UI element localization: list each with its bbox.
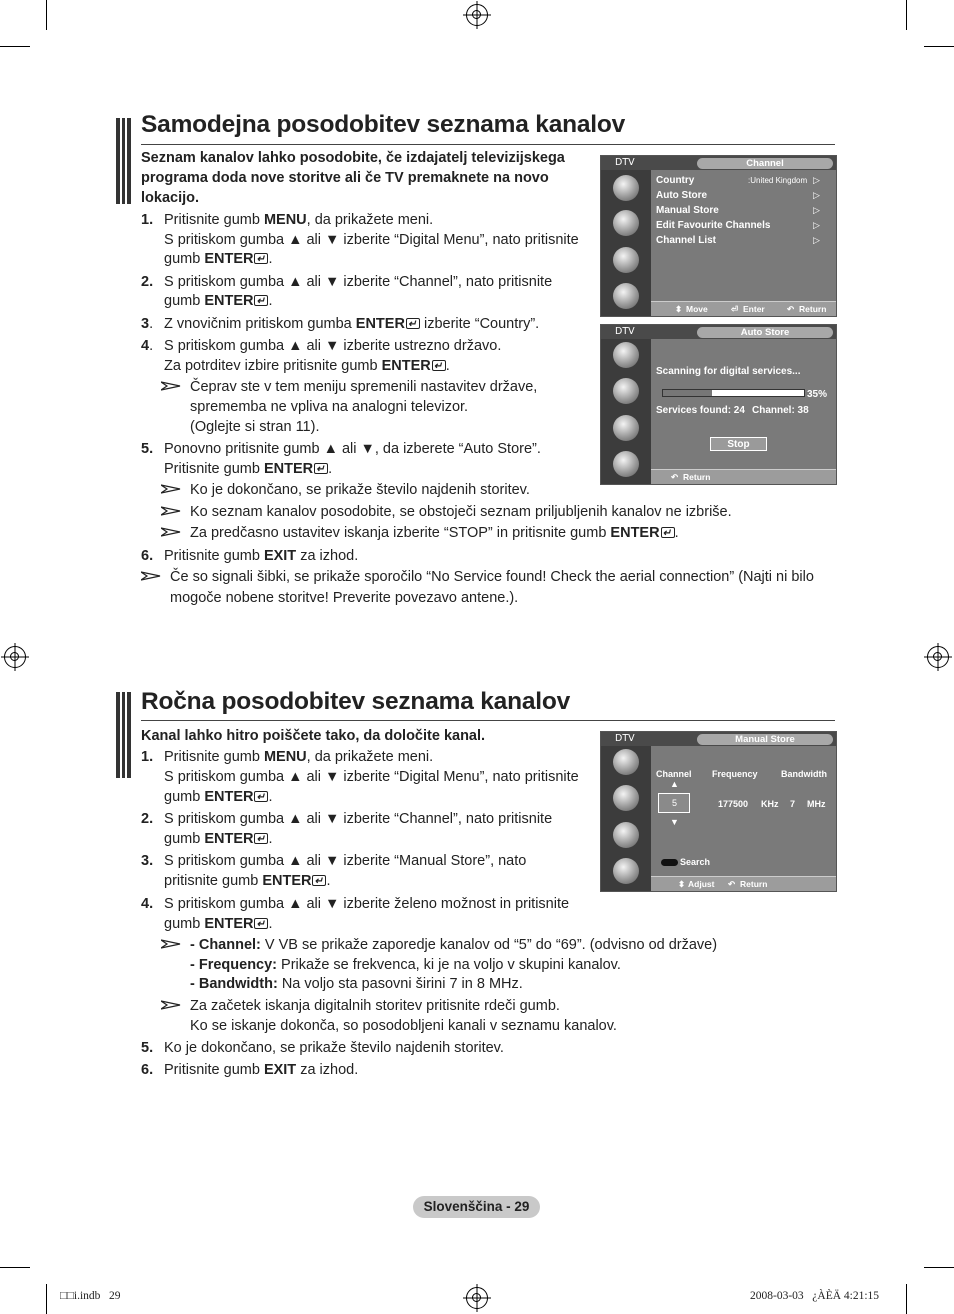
search-label[interactable]: Search [680, 857, 711, 867]
note-text: (Oglejte si stran 11). [190, 419, 320, 435]
note-text: - Channel: V VB se prikaže zaporedje kanalov od “5” do “69”. (odvisno od države) [190, 937, 718, 953]
manual-store-panel [651, 746, 836, 877]
enter-icon [406, 318, 420, 329]
section2-intro: Kanal lahko hitro poiščete tako, da določite kanal. [141, 728, 486, 744]
frequency-unit: KHz [761, 799, 779, 809]
registration-mark-icon [4, 646, 26, 668]
stop-button[interactable]: Stop [710, 437, 767, 451]
setup-icon [613, 415, 639, 441]
section-bars-icon [116, 692, 131, 778]
crop-mark [924, 46, 954, 47]
enter-small-icon: ⏎ [731, 304, 739, 314]
screen-footer [651, 469, 836, 484]
picture-icon [613, 175, 639, 201]
step-text: S pritiskom gumba ▲ ali ▼ izberite želeno možnost in pritisnite [164, 896, 570, 912]
crop-mark [906, 0, 907, 30]
section2-title: Ročna posodobitev seznama kanalov [141, 688, 571, 715]
footer-return: Return [683, 472, 711, 482]
crop-mark [924, 1267, 954, 1268]
tv-screen-manual-store [600, 731, 837, 892]
country-value: :United Kingdom [748, 176, 808, 185]
crop-mark [0, 46, 30, 47]
menu-item-country[interactable]: Country [656, 175, 695, 186]
step-text: S pritiskom gumba ▲ ali ▼ izberite ustrezno državo. [164, 338, 502, 354]
chevron-right-icon: ▷ [813, 220, 820, 230]
menu-item-edit-favourite[interactable]: Edit Favourite Channels [656, 220, 771, 231]
progress-fill [663, 390, 712, 396]
note-text: sprememba ne vpliva na analogni televizor. [190, 399, 469, 415]
step-number: 1. [141, 212, 154, 228]
return-icon: ↶ [787, 304, 795, 314]
step-number: 5. [141, 441, 154, 457]
step-number: 6. [141, 548, 154, 564]
bandwidth-unit: MHz [807, 799, 826, 809]
enter-icon [254, 833, 268, 844]
menu-panel [651, 170, 836, 302]
step-text: gumb ENTER↵ . [164, 829, 273, 849]
chevron-right-icon: ▷ [813, 235, 820, 245]
step-text: S pritiskom gumba ▲ ali ▼ izberite “Channel”, nato pritisnite [164, 811, 553, 827]
footer-adjust: Adjust [688, 879, 715, 889]
screen-title: Auto Store [697, 327, 833, 338]
services-found: Services found: 24 [656, 405, 745, 416]
step-text: gumb ENTER↵ . [164, 291, 273, 311]
registration-mark-icon [466, 1287, 488, 1309]
enter-icon [254, 253, 268, 264]
screen-title: Manual Store [697, 734, 833, 745]
section1-rule [141, 144, 835, 145]
step-number: 3. [141, 853, 154, 869]
col-frequency: Frequency [712, 769, 758, 779]
crop-mark [906, 1284, 907, 1314]
step-number: 5. [141, 1040, 154, 1056]
registration-mark-icon [466, 4, 488, 26]
note-arrow-icon [161, 484, 181, 494]
enter-icon [254, 791, 268, 802]
setup-icon [613, 247, 639, 273]
step-number: 2. [141, 274, 154, 290]
step-number: 2. [141, 811, 154, 827]
screen-footer [651, 301, 836, 316]
enter-icon [661, 527, 675, 538]
step-number: 3. [141, 316, 154, 332]
footer-return: Return [799, 304, 827, 314]
menu-item-auto-store[interactable]: Auto Store [656, 190, 708, 201]
note-arrow-icon [161, 381, 181, 391]
scan-panel [651, 339, 836, 470]
step-number: 4. [141, 338, 154, 354]
progress-label: 35% [807, 389, 828, 400]
note-text: Ko je dokončano, se prikaže število najdenih storitev. [190, 482, 530, 498]
step-text: Ponovno pritisnite gumb ▲ ali ▼, da izberete “Auto Store”. [164, 441, 541, 457]
step-number: 6. [141, 1062, 154, 1078]
tv-screen-channel [600, 155, 837, 317]
step-text: pritisnite gumb ENTER↵ . [164, 871, 331, 891]
return-icon: ↶ [728, 879, 736, 889]
chevron-right-icon: ▷ [813, 175, 820, 185]
step-text: gumb ENTER↵ . [164, 914, 273, 934]
note-arrow-icon [161, 1000, 181, 1010]
input-icon [613, 858, 639, 884]
note-arrow-icon [161, 506, 181, 516]
enter-icon [312, 875, 326, 886]
section1-intro-line: lokacijo. [141, 190, 200, 206]
step-text: Pritisnite gumb EXIT za izhod. [164, 1062, 359, 1078]
crop-mark [0, 1267, 30, 1268]
step-text: Z vnovičnim pritiskom gumba ENTER↵ izberite “Country”. [164, 314, 539, 334]
chevron-right-icon: ▷ [813, 205, 820, 215]
input-icon [613, 283, 639, 309]
red-button-icon [661, 859, 678, 866]
timestamp: 2008-03-03 ¿ÀÈÄ 4:21:15 [750, 1290, 880, 1302]
note-text: mogoče nobene storitve! Preverite povezavo antene.). [170, 590, 519, 606]
enter-icon [254, 295, 268, 306]
col-bandwidth: Bandwidth [781, 769, 827, 779]
step-text: Pritisnite gumb ENTER↵ . [164, 459, 332, 479]
step-number: 4. [141, 896, 154, 912]
section2-rule [141, 720, 835, 721]
step-text: S pritiskom gumba ▲ ali ▼ izberite “Channel”, nato pritisnite [164, 274, 553, 290]
step-text: S pritiskom gumba ▲ ali ▼ izberite “Digital Menu”, nato pritisnite [164, 232, 579, 248]
note-arrow-icon [161, 939, 181, 949]
bandwidth-value: 7 [790, 799, 796, 809]
col-channel: Channel [656, 769, 692, 779]
channel-number: Channel: 38 [752, 405, 809, 416]
step-text: gumb ENTER↵ . [164, 787, 273, 807]
tv-screen-auto-store [600, 324, 837, 485]
section1-intro-line: Seznam kanalov lahko posodobite, če izdajatelj televizijskega [141, 150, 565, 166]
input-icon [613, 451, 639, 477]
step-text: Ko je dokončano, se prikaže število najdenih storitev. [164, 1040, 504, 1056]
enter-icon [314, 463, 328, 474]
enter-icon [432, 360, 446, 371]
footer-move: Move [686, 304, 708, 314]
note-text: Čeprav ste v tem meniju spremenili nastavitev države, [190, 379, 538, 395]
note-text: - Bandwidth: Na voljo sta pasovni širini 7 in 8 MHz. [190, 976, 523, 992]
enter-icon [254, 918, 268, 929]
adjust-icon: ⬍ [678, 879, 686, 889]
registration-mark-icon [927, 646, 949, 668]
sound-icon [613, 210, 639, 236]
arrow-down-icon[interactable]: ▼ [670, 817, 679, 827]
sound-icon [613, 378, 639, 404]
step-text: S pritiskom gumba ▲ ali ▼ izberite “Digital Menu”, nato pritisnite [164, 769, 579, 785]
footer-return: Return [740, 879, 768, 889]
arrow-up-icon[interactable]: ▲ [670, 779, 679, 789]
section1-intro-line: programa doda nove storitve ali če TV premaknete na novo [141, 170, 549, 186]
step-number: 1. [141, 749, 154, 765]
note-text: Za predčasno ustavitev iskanja izberite “STOP” in pritisnite gumb ENTER↵ . [190, 523, 679, 543]
step-text: Pritisnite gumb EXIT za izhod. [164, 548, 359, 564]
note-arrow-icon [141, 571, 161, 581]
picture-icon [613, 749, 639, 775]
note-text: Ko se iskanje dokonča, so posodobljeni kanali v seznamu kanalov. [190, 1018, 617, 1034]
page-number-badge: Slovenščina - 29 [413, 1196, 540, 1218]
crop-mark [46, 1284, 47, 1314]
screen-title: Channel [697, 158, 833, 169]
step-text: Za potrditev izbire pritisnite gumb ENTER↵ . [164, 356, 450, 376]
note-text: Ko seznam kanalov posodobite, se obstoječi seznam priljubljenih kanalov ne izbriše. [190, 504, 732, 520]
menu-sidebar [601, 170, 651, 316]
step-text: S pritiskom gumba ▲ ali ▼ izberite “Manual Store”, nato [164, 853, 527, 869]
note-text: Če so signali šibki, se prikaže sporočilo “No Service found! Check the aerial connection” (Najti ni bilo [170, 569, 814, 585]
channel-field[interactable]: 5 [658, 793, 690, 813]
frequency-value: 177500 [718, 799, 749, 809]
scanning-text: Scanning for digital services... [656, 366, 801, 377]
crop-mark [46, 0, 47, 30]
note-arrow-icon [161, 527, 181, 537]
move-icon: ⬍ [675, 304, 683, 314]
file-info: □□i.indb 29 [60, 1290, 121, 1302]
picture-icon [613, 342, 639, 368]
footer-enter: Enter [743, 304, 765, 314]
step-text: Pritisnite gumb MENU, da prikažete meni. [164, 212, 434, 228]
menu-item-manual-store[interactable]: Manual Store [656, 205, 719, 216]
menu-sidebar [601, 746, 651, 891]
section-bars-icon [116, 118, 131, 204]
dtv-label: DTV [615, 326, 635, 337]
note-text: Za začetek iskanja digitalnih storitev pritisnite rdeči gumb. [190, 998, 560, 1014]
dtv-label: DTV [615, 733, 635, 744]
menu-sidebar [601, 339, 651, 484]
step-text: gumb ENTER↵ . [164, 249, 273, 269]
step-text: Pritisnite gumb MENU, da prikažete meni. [164, 749, 434, 765]
chevron-right-icon: ▷ [813, 190, 820, 200]
return-icon: ↶ [671, 472, 679, 482]
screen-footer [651, 876, 836, 891]
setup-icon [613, 822, 639, 848]
progress-bar [662, 389, 805, 397]
menu-item-channel-list[interactable]: Channel List [656, 235, 717, 246]
section1-title: Samodejna posodobitev seznama kanalov [141, 111, 626, 138]
dtv-label: DTV [615, 157, 635, 168]
sound-icon [613, 785, 639, 811]
note-text: - Frequency: Prikaže se frekvenca, ki je na voljo v skupini kanalov. [190, 957, 621, 973]
